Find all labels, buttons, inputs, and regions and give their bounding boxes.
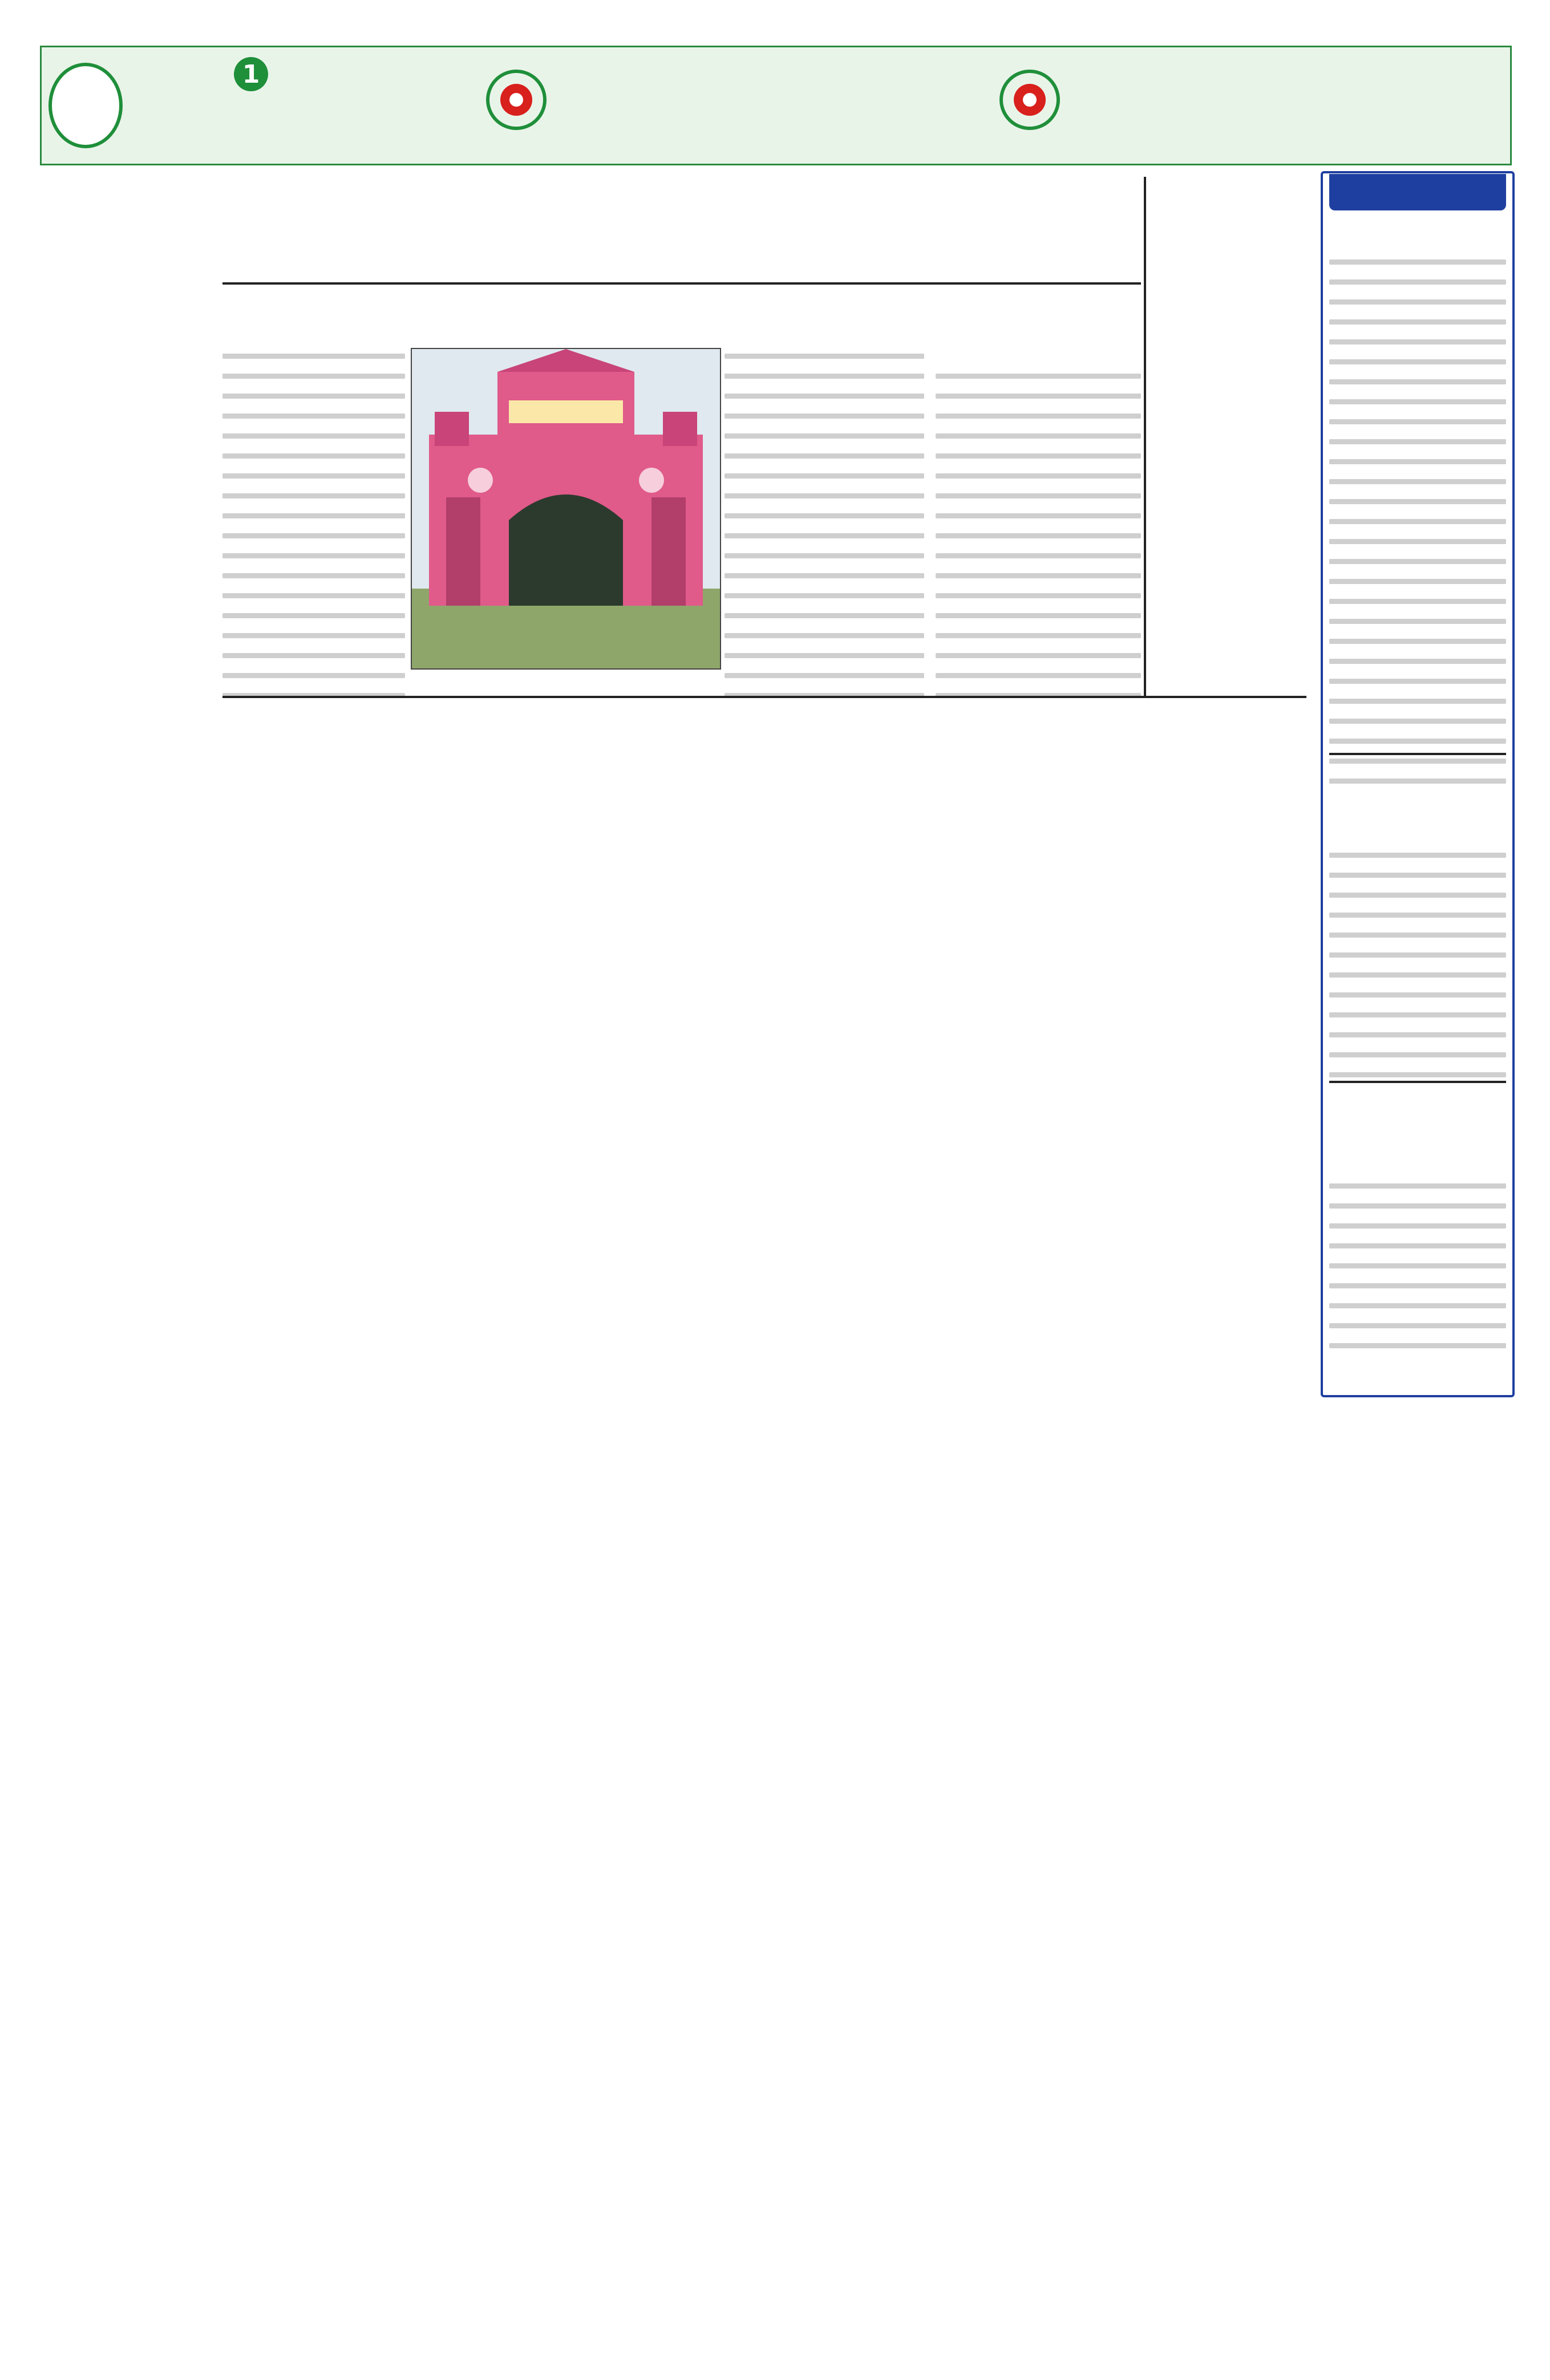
college-gate-photo (411, 348, 721, 670)
divider (1329, 1081, 1506, 1083)
brief-body-1 (1329, 251, 1506, 798)
divider (222, 696, 1306, 698)
page-number-badge (48, 63, 123, 148)
lead-body-col-1 (936, 365, 1141, 713)
svg-text:1: 1 (242, 60, 260, 89)
lead-body-col-3 (222, 345, 405, 713)
logo (143, 54, 451, 157)
section-title (1141, 60, 1495, 145)
divider (222, 282, 1141, 285)
lead-body-col-2 (725, 345, 924, 713)
brief-body-3 (1329, 1175, 1506, 1363)
briefs-label (1329, 174, 1506, 210)
lead-deck (222, 291, 1141, 336)
ornament-right-icon (998, 68, 1061, 131)
lead-headline (222, 183, 1141, 274)
logo-text (154, 86, 394, 143)
brief-body-2 (1329, 844, 1506, 1092)
divider (1144, 177, 1146, 696)
ornament-left-icon (485, 68, 548, 131)
divider (1329, 753, 1506, 755)
